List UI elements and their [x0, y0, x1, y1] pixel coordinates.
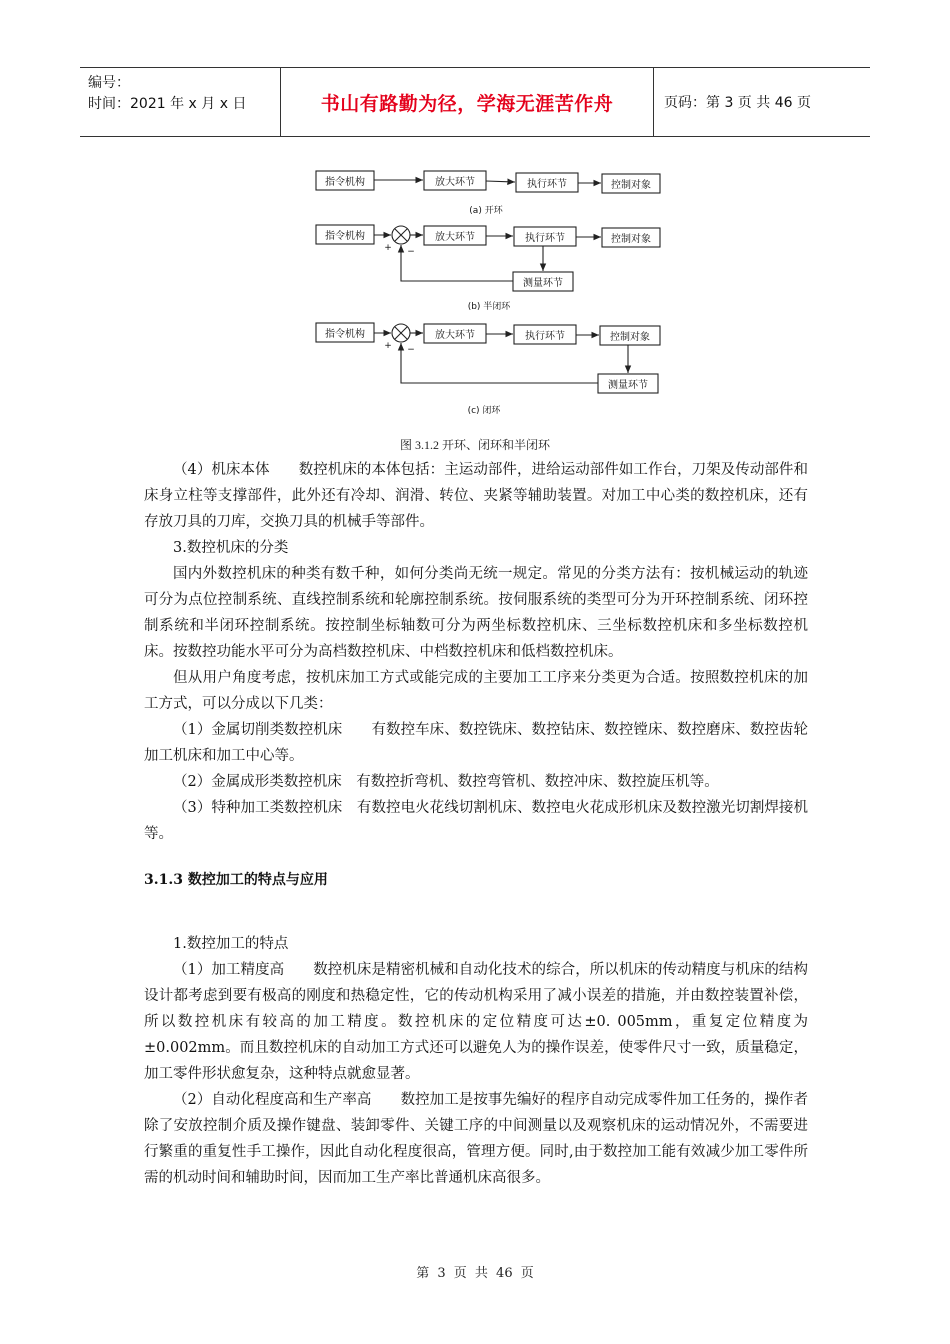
label-closed-loop: (c) 闭环 — [467, 406, 501, 416]
figure-caption: 图 3.1.2 开环、闭环和半闭环 — [399, 438, 550, 452]
paragraph: 3.数控机床的分类 — [173, 540, 289, 556]
paragraph: （1）金属切削类数控机床 有数控车床、数控铣床、数控钻床、数控镗床、数控磨床、数控齿轮加工机床和加工中心等。 — [144, 722, 808, 764]
b-measure-label: 测量环节 — [523, 278, 563, 289]
label-open-loop: (a) 开环 — [469, 206, 503, 216]
header-motto: 书山有路勤为径，学海无涯苦作舟 — [281, 68, 654, 136]
b-minus-sign: − — [407, 247, 415, 257]
control-loop-diagram — [306, 158, 676, 428]
a-command-label: 指令机构 — [325, 177, 365, 188]
section-heading: 3.1.3 数控加工的特点与应用 — [144, 872, 328, 888]
a-controlled-label: 控制对象 — [611, 180, 651, 191]
b-command-label: 指令机构 — [325, 231, 365, 242]
header-date: 时间：2021 年 x 月 x 日 — [88, 96, 247, 112]
header-meta — [80, 68, 281, 136]
paragraph: （1）加工精度高 数控机床是精密机械和自动化技术的综合，所以机床的传动精度与机床的结构设计都考虑到要有极高的刚度和热稳定性，它的传动机构采用了减小误差的措施，并由数控装置补偿，所以数控机床有较高的加工精度。数控机床的定位精度可达±0. 005mm，重复定位精度为±0.002mm。而且数控机床的自动加工方式还可以避免人为的操作误差，使零件尺寸一致，质量稳定，加工零件形状愈复杂，这种特点就愈显著。 — [144, 962, 808, 1082]
paragraph: （3）特种加工类数控机床 有数控电火花线切割机床、数控电火花成形机床及数控激光切割焊接机等。 — [144, 800, 808, 842]
c-amplifier-label: 放大环节 — [435, 330, 475, 341]
c-controlled-label: 控制对象 — [610, 332, 650, 343]
body-text — [144, 457, 808, 1191]
a-amplifier-label: 放大环节 — [435, 177, 475, 188]
b-plus-sign: + — [384, 243, 392, 253]
paragraph: （2）自动化程度高和生产率高 数控加工是按事先编好的程序自动完成零件加工任务的，操作者除了安放控制介质及操作键盘、装卸零件、关键工序的中间测量以及观察机床的运动情况外，不需要进行繁重的重复性手工操作，因此自动化程度很高，管理方便。同时,由于数控加工能有效减少加工零件所需的机动时间和辅助时间，因而加工生产率比普通机床高很多。 — [144, 1092, 808, 1186]
c-command-label: 指令机构 — [325, 329, 365, 340]
paragraph: （2）金属成形类数控机床 有数控折弯机、数控弯管机、数控冲床、数控旋压机等。 — [173, 774, 719, 790]
header-page-info: 页码：第 3 页 共 46 页 — [664, 95, 811, 111]
b-controlled-label: 控制对象 — [611, 234, 651, 245]
paragraph: （4）机床本体 数控机床的本体包括：主运动部件，进给运动部件如工作台，刀架及传动部件和床身立柱等支撑部件，此外还有冷却、润滑、转位、夹紧等辅助装置。对加工中心类的数控机床，还有存放刀具的刀库，交换刀具的机械手等部件。 — [144, 462, 808, 530]
a-actuator-label: 执行环节 — [527, 179, 567, 190]
label-semi-closed-loop: (b) 半闭环 — [467, 302, 511, 312]
paragraph: 1.数控加工的特点 — [173, 936, 289, 952]
paragraph: 但从用户角度考虑，按机床加工方式或能完成的主要加工工序来分类更为合适。按照数控机床的加工方式，可以分成以下几类： — [144, 670, 808, 712]
b-amplifier-label: 放大环节 — [435, 232, 475, 243]
c-actuator-label: 执行环节 — [525, 331, 565, 342]
b-actuator-label: 执行环节 — [525, 233, 565, 244]
header-number-label: 编号： — [88, 75, 130, 91]
page-header — [80, 67, 870, 137]
c-minus-sign: − — [407, 345, 415, 355]
c-plus-sign: + — [384, 341, 392, 351]
paragraph: 国内外数控机床的种类有数千种，如何分类尚无统一规定。常见的分类方法有：按机械运动的轨迹可分为点位控制系统、直线控制系统和轮廓控制系统。按伺服系统的类型可分为开环控制系统、闭环控制系统和半闭环控制系统。按控制坐标轴数可分为两坐标数控机床、三坐标数控机床和多坐标数控机床。按数控功能水平可分为高档数控机床、中档数控机床和低档数控机床。 — [144, 566, 808, 660]
c-measure-label: 测量环节 — [608, 380, 648, 391]
page-footer: 第 3 页 共 46 页 — [416, 1266, 534, 1281]
